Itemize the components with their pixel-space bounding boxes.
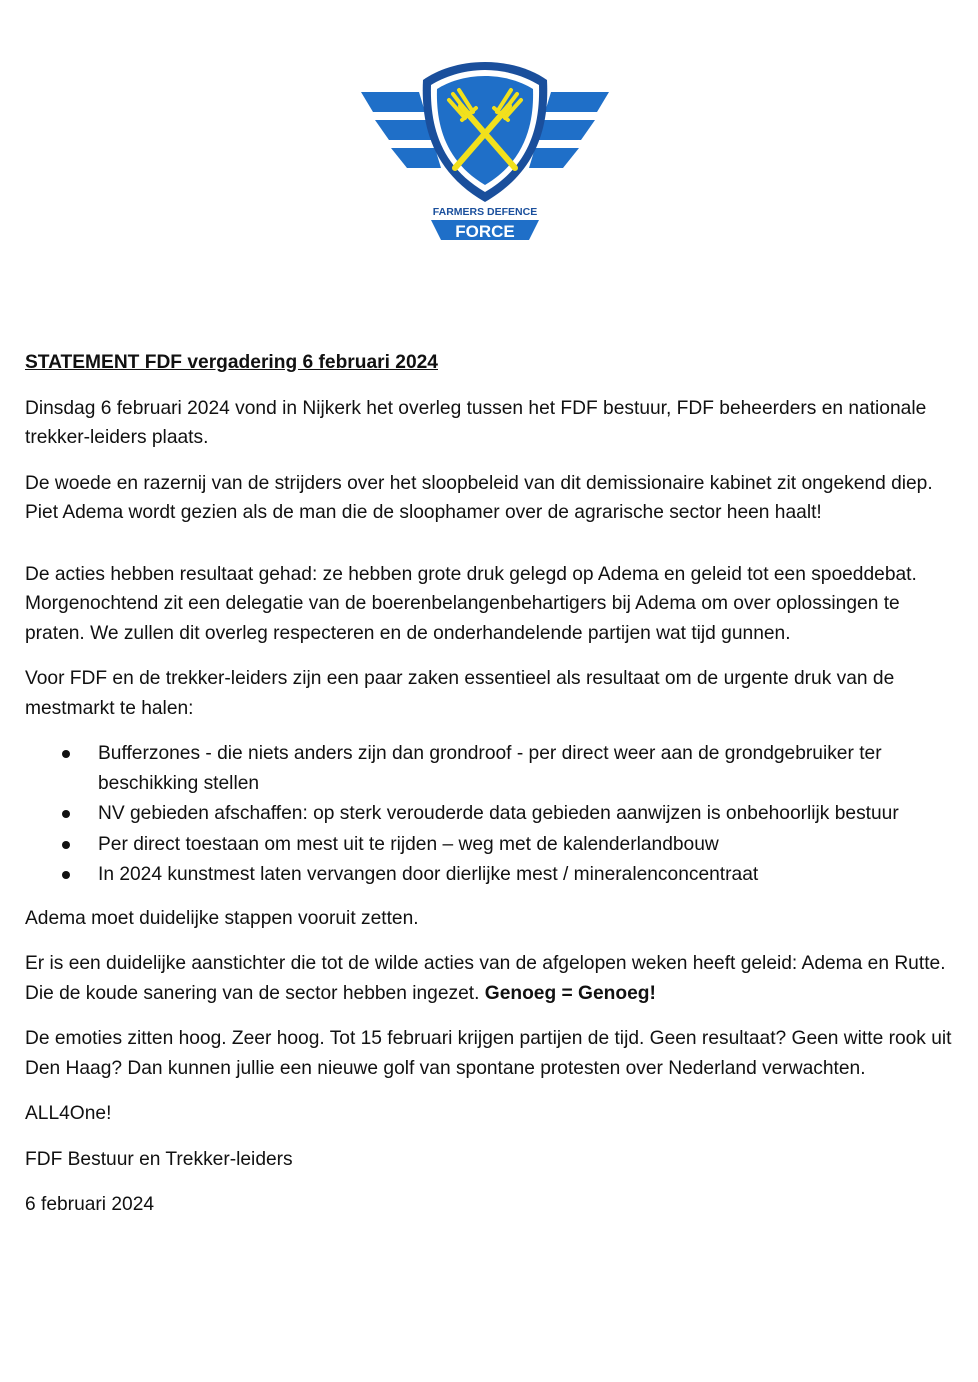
paragraph-results: De acties hebben resultaat gehad: ze hebben grote druk gelegd op Adema en geleid tot een spoeddebat. Morgenochtend zit een delegatie van de boerenbelangenbehartigers bij Adema om over oplossingen te praten. We zullen dit overleg respecteren en de onderhandelende partijen wat tijd gunnen. — [25, 563, 917, 644]
left-wing-stripe-3 — [391, 148, 441, 168]
list-item-text: Per direct toestaan om mest uit te rijden – weg met de kalenderlandbouw — [98, 833, 719, 855]
paragraph-meeting: Dinsdag 6 februari 2024 vond in Nijkerk het overleg tussen het FDF bestuur, FDF beheerders en nationale trekker-leiders plaats. — [25, 397, 927, 448]
list-item-text: In 2024 kunstmest laten vervangen door dierlijke mest / mineralenconcentraat — [98, 864, 759, 885]
paragraph-essentials: Voor FDF en de trekker-leiders zijn een paar zaken essentieel als resultaat om de urgente druk van de mestmarkt te halen: — [25, 668, 895, 719]
slogan: ALL4One! — [25, 1103, 112, 1124]
logo-text-line2: FORCE — [455, 222, 515, 241]
left-wing-stripe-2 — [375, 120, 433, 140]
paragraph-anger: De woede en razernij van de strijders over het sloopbeleid van dit demissionaire kabinet zit ongekend diep. Piet Adema wordt gezien als de man die de sloophamer over de agrarische sector heen haalt! — [25, 472, 933, 523]
paragraph-emotions: De emoties zitten hoog. Zeer hoog. Tot 15 februari krijgen partijen de tijd. Geen resultaat? Geen witte rook uit Den Haag? Dan kunnen jullie een nieuwe golf van spontane protesten over Nederland verwachten. — [25, 1028, 952, 1079]
bullet-icon — [62, 750, 70, 758]
instigator-text: Er is een duidelijke aanstichter die tot de wilde acties van de afgelopen weken heeft geleid: Adema en Rutte. Die de koude sanering van de sector hebben ingezet. — [25, 953, 946, 1004]
list-item — [25, 739, 955, 798]
statement-body — [25, 348, 955, 1236]
list-item-text: NV gebieden afschaffen: op sterk verouderde data gebieden aanwijzen is onbehoorlijk bestuur — [98, 803, 899, 824]
bullet-icon — [62, 810, 70, 818]
bullet-icon — [62, 871, 70, 879]
paragraph-instigator — [25, 949, 955, 1008]
demands-list — [25, 739, 955, 890]
list-item — [25, 830, 955, 860]
list-item-text: Bufferzones - die niets anders zijn dan grondroof - per direct weer aan de grondgebruiker ter beschikking stellen — [98, 743, 882, 794]
right-wing-stripe-3 — [529, 148, 579, 168]
left-wing-stripe-1 — [361, 92, 425, 112]
right-wing-stripe-2 — [537, 120, 595, 140]
list-item — [25, 860, 955, 890]
genoeg-slogan: Genoeg = Genoeg! — [484, 982, 656, 1004]
right-wing-stripe-1 — [545, 92, 609, 112]
bullet-icon — [62, 841, 70, 849]
statement-title: STATEMENT FDF vergadering 6 februari 2024 — [25, 352, 438, 373]
statement-date: 6 februari 2024 — [25, 1194, 155, 1215]
farmers-defence-force-logo — [361, 60, 609, 242]
logo-text-line1: FARMERS DEFENCE — [432, 206, 538, 218]
list-item — [25, 799, 955, 829]
paragraph-adema: Adema moet duidelijke stappen vooruit zetten. — [25, 907, 419, 929]
signature: FDF Bestuur en Trekker-leiders — [25, 1148, 293, 1170]
